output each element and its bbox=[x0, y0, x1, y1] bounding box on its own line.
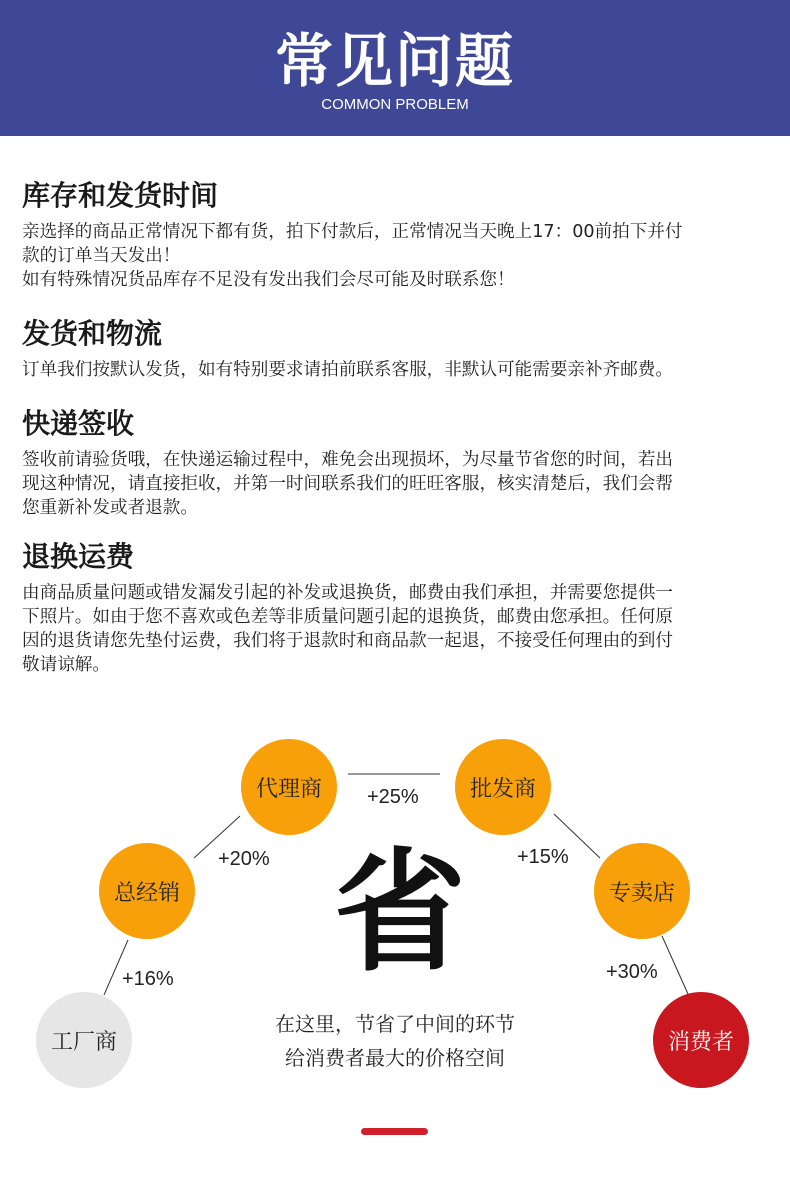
markup-label: +15% bbox=[517, 846, 569, 868]
faq-section-stock bbox=[22, 178, 772, 292]
faq-body bbox=[22, 358, 772, 382]
node-store bbox=[594, 843, 690, 939]
faq-line: 由商品质量问题或错发漏发引起的补发或退换货，邮费由我们承担，并需要您提供一 bbox=[22, 583, 673, 603]
supply-chain-diagram bbox=[0, 700, 790, 1181]
header-banner bbox=[0, 0, 790, 136]
node-label: 总经销 bbox=[113, 880, 180, 906]
markup-label: +30% bbox=[606, 961, 658, 983]
faq-section-shipping bbox=[22, 316, 772, 382]
faq-body bbox=[22, 448, 772, 520]
page-title: 常见问题 bbox=[274, 27, 515, 95]
node-label: 消费者 bbox=[667, 1029, 734, 1055]
node-general-distributor bbox=[99, 843, 195, 939]
node-wholesaler bbox=[455, 739, 551, 835]
faq-line: 如有特殊情况货品库存不足没有发出我们会尽可能及时联系您！ bbox=[22, 270, 515, 290]
faq-body bbox=[22, 220, 772, 292]
caption-line: 在这里，节省了中间的环节 bbox=[275, 1012, 515, 1036]
faq-line: 款的订单当天发出！ bbox=[22, 246, 181, 266]
faq-line: 现这种情况，请直接拒收，并第一时间联系我们的旺旺客服，核实清楚后，我们会帮 bbox=[22, 474, 673, 494]
faq-title: 退换运费 bbox=[22, 540, 135, 573]
faq-section-returns bbox=[22, 539, 772, 677]
faq-line: 下照片。如由于您不喜欢或色差等非质量问题引起的退换货，邮费由您承担。任何原 bbox=[22, 607, 673, 627]
faq-section-delivery bbox=[22, 406, 772, 520]
node-label: 工厂商 bbox=[50, 1029, 117, 1055]
markup-label: +20% bbox=[218, 848, 270, 870]
node-consumer bbox=[653, 992, 749, 1088]
faq-line: 敬请谅解。 bbox=[22, 655, 110, 675]
red-divider-bar bbox=[361, 1128, 428, 1135]
faq-title: 发货和物流 bbox=[22, 317, 163, 350]
faq-title: 快递签收 bbox=[22, 407, 135, 440]
caption-line: 给消费者最大的价格空间 bbox=[285, 1046, 505, 1070]
page-subtitle: COMMON PROBLEM bbox=[321, 96, 469, 113]
node-factory bbox=[36, 992, 132, 1088]
markup-label: +25% bbox=[367, 786, 419, 808]
faq-line: 签收前请验货哦，在快递运输过程中，难免会出现损坏，为尽量节省您的时间，若出 bbox=[22, 450, 673, 470]
connector-line bbox=[662, 936, 688, 994]
node-label: 批发商 bbox=[469, 776, 536, 802]
faq-line: 订单我们按默认发货，如有特别要求请拍前联系客服，非默认可能需要亲补齐邮费。 bbox=[22, 360, 673, 380]
save-character: 省 bbox=[334, 836, 466, 990]
node-label: 代理商 bbox=[255, 776, 322, 802]
faq-title: 库存和发货时间 bbox=[22, 179, 219, 212]
markup-label: +16% bbox=[122, 968, 174, 990]
node-agent bbox=[241, 739, 337, 835]
faq-line: 您重新补发或者退款。 bbox=[22, 498, 198, 518]
node-label: 专卖店 bbox=[608, 880, 675, 906]
faq-line: 因的退货请您先垫付运费，我们将于退款时和商品款一起退，不接受任何理由的到付 bbox=[22, 631, 673, 651]
faq-body bbox=[22, 581, 772, 677]
faq-line: 亲选择的商品正常情况下都有货，拍下付款后，正常情况当天晚上17：00前拍下并付 bbox=[22, 222, 683, 242]
